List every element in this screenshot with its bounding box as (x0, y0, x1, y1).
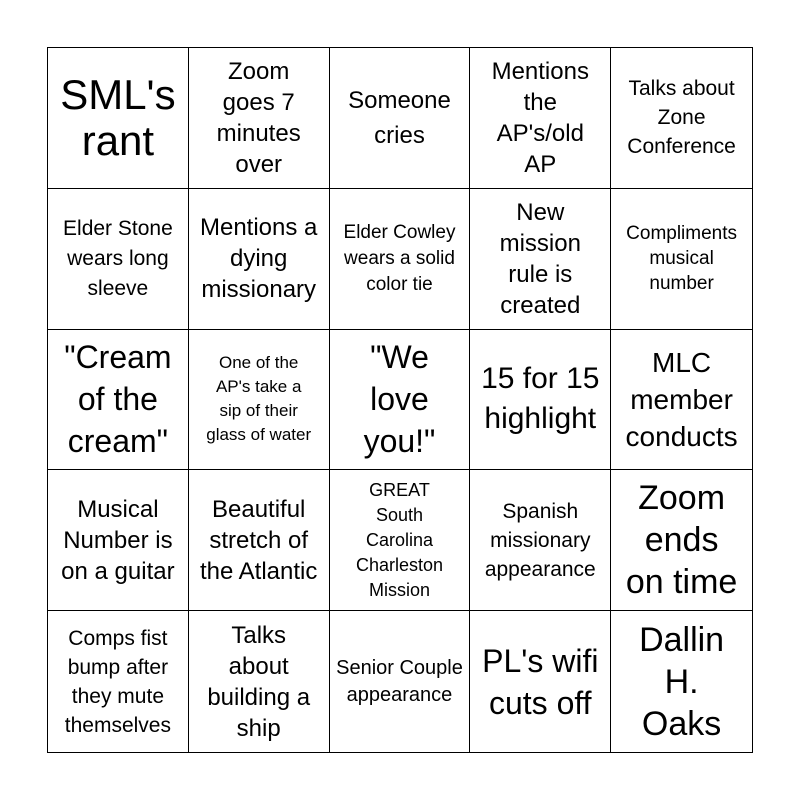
bingo-cell[interactable] (330, 189, 471, 330)
bingo-cell[interactable] (189, 189, 330, 330)
cell-text: GREAT South Carolina Charleston Mission (355, 479, 443, 600)
cell-text: Comps fist bump after they mute themselves (64, 626, 171, 737)
bingo-board (47, 47, 753, 753)
cell-text: Dallin H. Oaks (639, 620, 725, 743)
cell-text: Zoom ends on time (625, 479, 738, 602)
bingo-cell[interactable] (470, 48, 611, 189)
bingo-cell[interactable] (189, 611, 330, 752)
bingo-cell[interactable] (611, 470, 752, 611)
bingo-cell[interactable] (48, 189, 189, 330)
bingo-cell[interactable] (48, 611, 189, 752)
bingo-cell[interactable] (611, 48, 752, 189)
cell-text: Musical Number is on a guitar (61, 495, 175, 585)
cell-text: "Cream of the cream" (64, 339, 172, 460)
bingo-cell[interactable] (470, 470, 611, 611)
cell-text: Talks about Zone Conference (627, 77, 736, 159)
cell-text: Someone cries (348, 86, 451, 149)
bingo-cell[interactable] (611, 330, 752, 471)
bingo-cell[interactable] (330, 330, 471, 471)
bingo-cell[interactable] (611, 611, 752, 752)
bingo-cell[interactable] (330, 611, 471, 752)
cell-text: Zoom goes 7 minutes over (216, 57, 301, 178)
cell-text: Beautiful stretch of the Atlantic (199, 495, 318, 585)
bingo-cell[interactable] (48, 48, 189, 189)
bingo-cell[interactable] (189, 470, 330, 611)
cell-text: Spanish missionary appearance (484, 499, 596, 581)
cell-text: One of the AP's take a sip of their glass of water (206, 353, 312, 445)
bingo-cell[interactable] (189, 330, 330, 471)
cell-text: Elder Stone wears long sleeve (63, 216, 173, 300)
bingo-cell[interactable] (48, 470, 189, 611)
cell-text: Senior Couple appearance (336, 656, 463, 706)
cell-text: PL's wifi cuts off (482, 642, 599, 721)
bingo-cell[interactable] (470, 330, 611, 471)
cell-text: "We love you!" (363, 339, 436, 460)
cell-text: Mentions a dying missionary (199, 214, 318, 304)
cell-text: New mission rule is created (499, 198, 581, 319)
cell-text: Compliments musical number (626, 223, 738, 295)
cell-text: MLC member conducts (625, 346, 738, 452)
bingo-cell[interactable] (330, 48, 471, 189)
cell-text: Talks about building a ship (207, 621, 311, 742)
bingo-cell[interactable] (611, 189, 752, 330)
cell-text: 15 for 15 highlight (481, 362, 600, 436)
bingo-cell[interactable] (470, 189, 611, 330)
bingo-cell[interactable] (48, 330, 189, 471)
bingo-cell[interactable] (470, 611, 611, 752)
bingo-cell[interactable] (189, 48, 330, 189)
bingo-cell[interactable] (330, 470, 471, 611)
cell-text: SML's rant (60, 70, 176, 164)
cell-text: Elder Cowley wears a solid color tie (343, 221, 456, 295)
cell-text: Mentions the AP's/old AP (491, 57, 589, 178)
